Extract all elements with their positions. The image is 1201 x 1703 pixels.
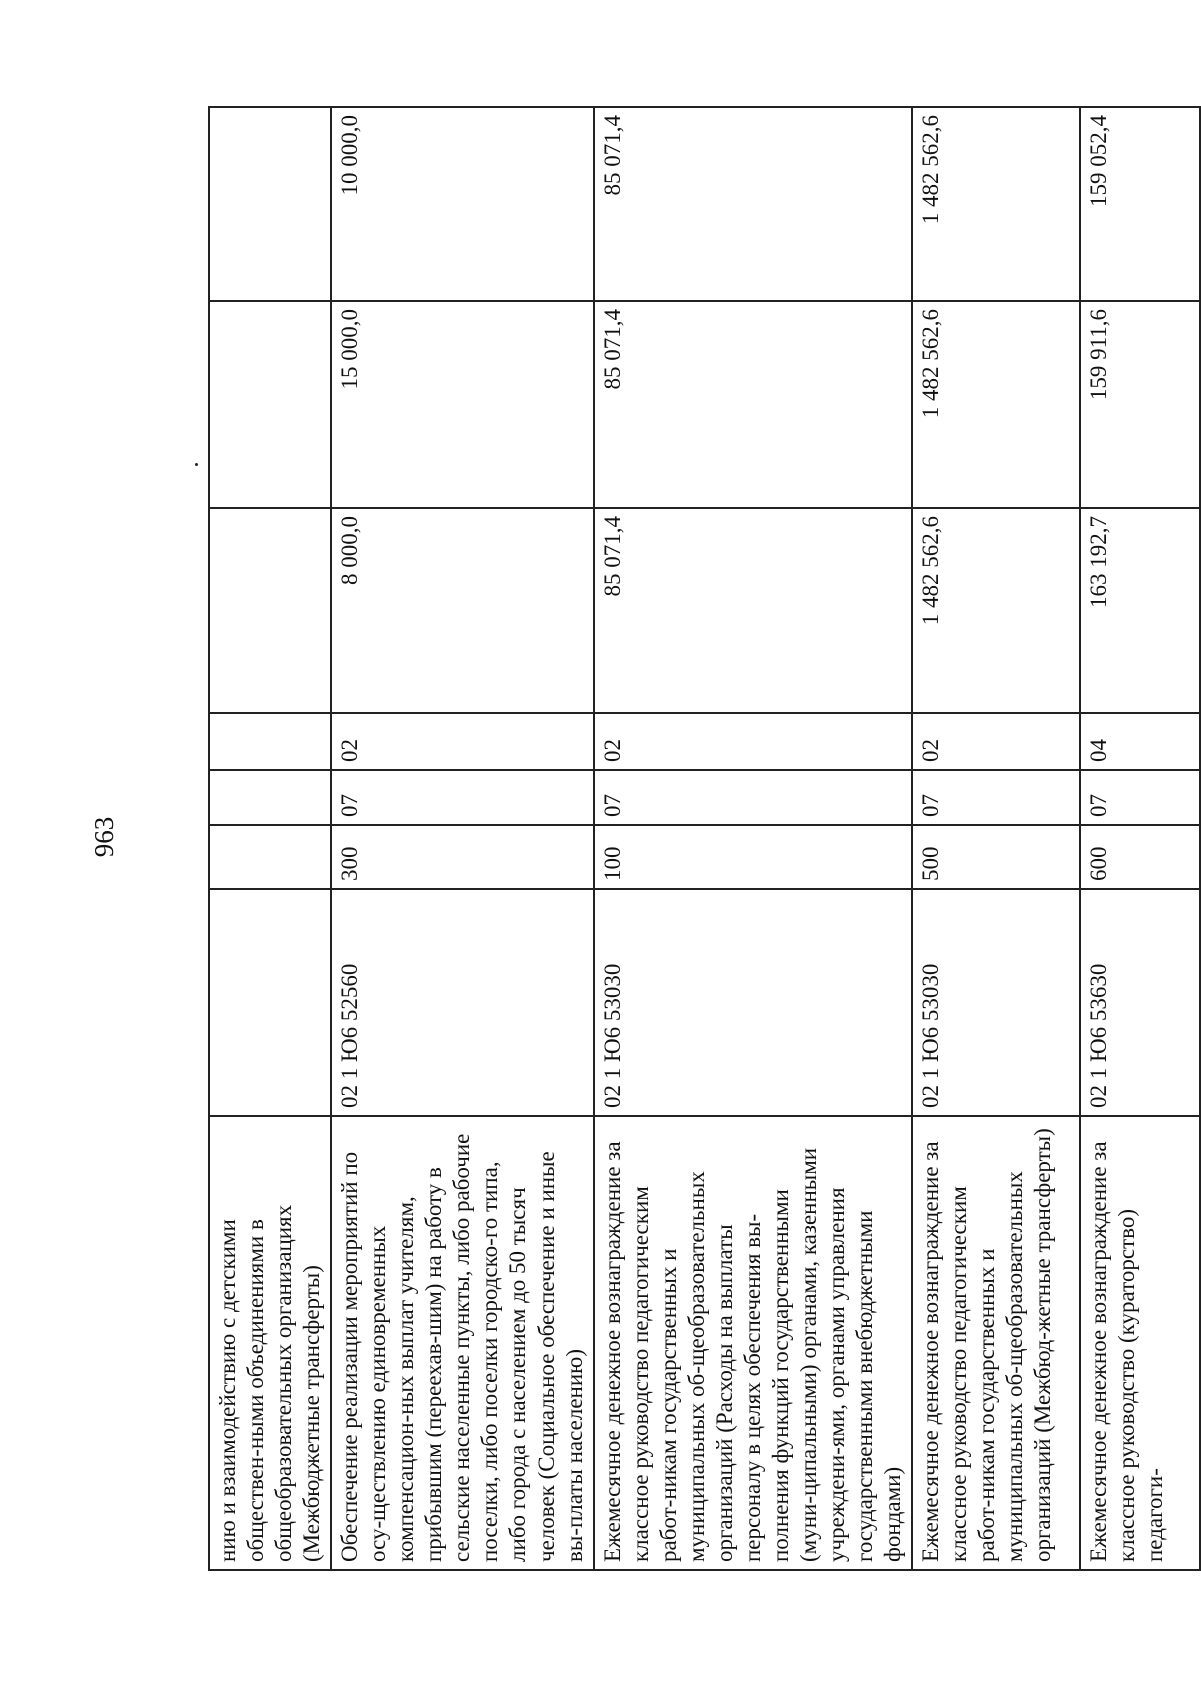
row-expense-type (209, 825, 331, 889)
row-amount-3: 85 071,4 (594, 107, 913, 301)
row-amount-2: 85 071,4 (594, 301, 913, 508)
row-subsection: 04 (1080, 713, 1200, 770)
scan-speck (195, 463, 198, 466)
row-amount-2: 1 482 562,6 (912, 301, 1080, 508)
row-expense-type: 600 (1080, 825, 1200, 889)
table-row (331, 107, 593, 1570)
row-amount-1: 163 192,7 (1080, 508, 1200, 713)
row-amount-1: 85 071,4 (594, 508, 913, 713)
row-target-code: 02 1 Ю6 52560 (331, 889, 593, 1116)
budget-table (208, 106, 1201, 1571)
row-description: Ежемесячное денежное вознаграждение за классное руководство педагогическим работ-никам государственных и муниципальных об-щеобразовательных организаций (Межбюд-жетные трансферты) (912, 1116, 1080, 1570)
row-target-code: 02 1 Ю6 53030 (594, 889, 913, 1116)
row-description: нию и взаимодействию с детскими обществен-ными объединениями в общеобразовательных организациях (Межбюджетные трансферты) (209, 1116, 331, 1570)
row-expense-type: 300 (331, 825, 593, 889)
row-description: Ежемесячное денежное вознаграждение за классное руководство (кураторство) педагоги- (1080, 1116, 1200, 1570)
row-section: 07 (594, 770, 913, 825)
row-target-code: 02 1 Ю6 53030 (912, 889, 1080, 1116)
row-amount-2: 15 000,0 (331, 301, 593, 508)
row-amount-3: 10 000,0 (331, 107, 593, 301)
row-description: Обеспечение реализации мероприятий по осу-ществлению единовременных компенсацион-ных выплат учителям, прибывшим (переехав-шим) на работу в сельские населенные пункты, либо рабочие поселки, либо поселки городско-го типа, либо города с населением до 50 тысяч человек (Социальное обеспечение и иные вы-платы населению) (331, 1116, 593, 1570)
row-section: 07 (912, 770, 1080, 825)
row-amount-1: 1 482 562,6 (912, 508, 1080, 713)
row-amount-1 (209, 508, 331, 713)
table-row (209, 107, 331, 1570)
row-subsection: 02 (331, 713, 593, 770)
row-subsection: 02 (912, 713, 1080, 770)
row-section: 07 (331, 770, 593, 825)
table-row (912, 107, 1080, 1570)
row-amount-2 (209, 301, 331, 508)
row-subsection: 02 (594, 713, 913, 770)
row-target-code (209, 889, 331, 1116)
row-section: 07 (1080, 770, 1200, 825)
row-amount-3 (209, 107, 331, 301)
row-amount-3: 1 482 562,6 (912, 107, 1080, 301)
budget-table-frame (208, 108, 1168, 1571)
row-description: Ежемесячное денежное вознаграждение за классное руководство педагогическим работ-никам государственных и муниципальных об-щеобразовательных организаций (Расходы на выплаты персоналу в целях обеспечения вы-полнения функций государственными (муни-ципальными) органами, казенными учреждени-ями, органами управления государственными внебюджетными фондами) (594, 1116, 913, 1570)
row-subsection (209, 713, 331, 770)
row-expense-type: 100 (594, 825, 913, 889)
row-amount-2: 159 911,6 (1080, 301, 1200, 508)
row-expense-type: 500 (912, 825, 1080, 889)
page-number: 963 (89, 816, 119, 858)
table-row (594, 107, 913, 1570)
row-amount-1: 8 000,0 (331, 508, 593, 713)
table-row (1080, 107, 1200, 1570)
row-amount-3: 159 052,4 (1080, 107, 1200, 301)
row-section (209, 770, 331, 825)
row-target-code: 02 1 Ю6 53630 (1080, 889, 1200, 1116)
budget-table-rotated (208, 108, 1168, 1571)
